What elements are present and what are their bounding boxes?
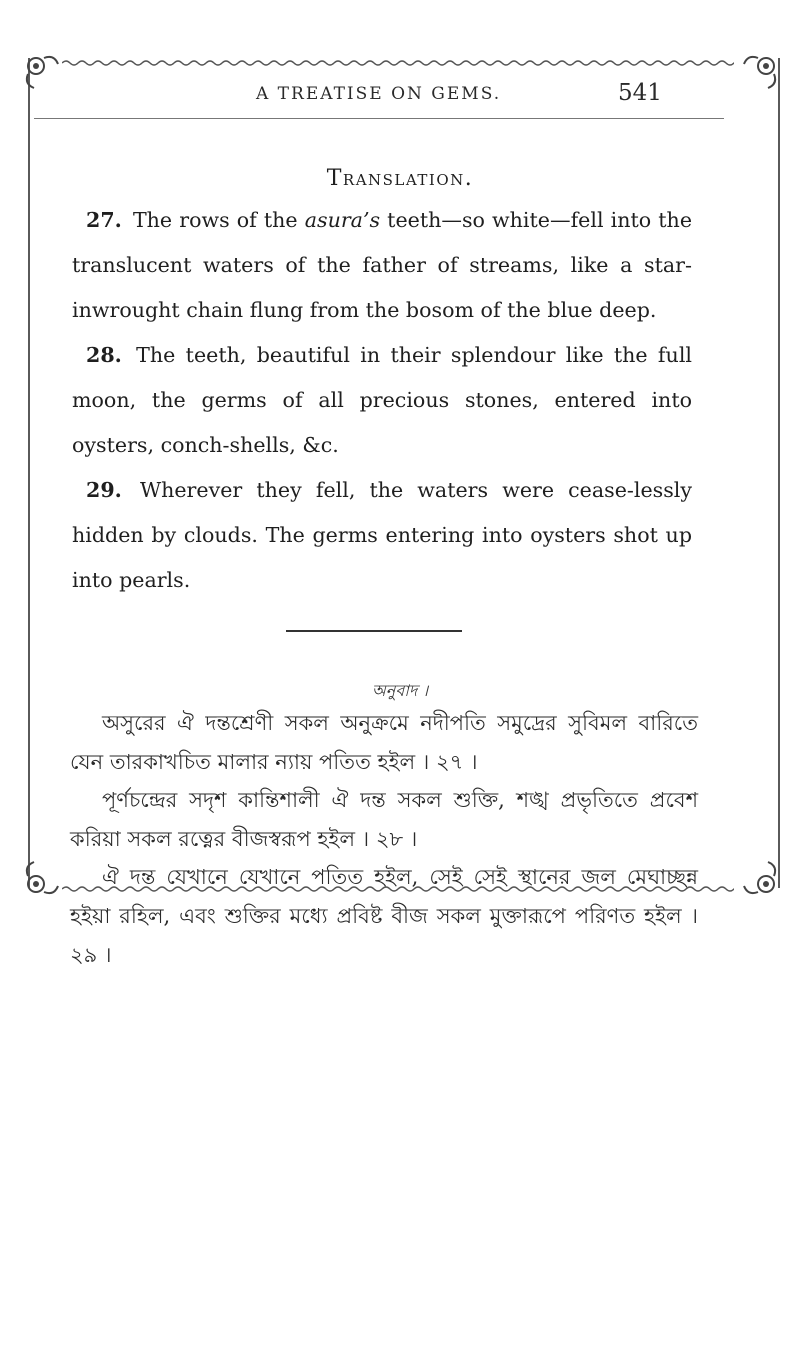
header-rule bbox=[34, 118, 724, 119]
paragraph-text: teeth—so white—fell into the translucent waters of the father of streams, like a star-inwrought chain flung from the bosom of the blue deep. bbox=[72, 208, 693, 322]
translation-body bbox=[72, 198, 692, 603]
paragraph-italic: asura’s bbox=[304, 208, 381, 232]
bengali-body bbox=[70, 704, 698, 974]
page-header bbox=[0, 80, 800, 114]
paragraph-text: The rows of the bbox=[132, 208, 305, 232]
paragraph-number: 29. bbox=[86, 478, 122, 502]
bengali-title: অনুবাদ । bbox=[371, 681, 429, 700]
section-divider bbox=[286, 630, 462, 632]
paragraph-27 bbox=[72, 198, 692, 333]
ornament-bottom-left-icon bbox=[22, 858, 62, 898]
paragraph-number: 28. bbox=[86, 343, 122, 367]
bengali-paragraph-27: অসুরের ঐ দন্তশ্রেণী সকল অনুক্রমে নদীপতি সমুদ্রের সুবিমল বারিতে যেন তারকাখচিত মালার ন্যায় পতিত হইল । ২৭ । bbox=[70, 711, 698, 774]
bengali-paragraph-29: ঐ দন্ত যেখানে যেখানে পতিত হইল, সেই সেই স্থানের জল মেঘাচ্ছন্ন হইয়া রহিল, এবং শুক্তির মধ্যে প্রবিষ্ট বীজ সকল মুক্তারূপে পরিণত হইল । ২৯ । bbox=[70, 865, 698, 967]
paragraph-text: Wherever they fell, the waters were cease-lessly hidden by clouds. The germs entering into oysters shot up into pearls. bbox=[72, 478, 692, 592]
paragraph-number: 27. bbox=[86, 208, 122, 232]
paragraph-28 bbox=[72, 333, 692, 468]
page-number: 541 bbox=[618, 80, 662, 106]
ornament-bottom-right-icon bbox=[740, 858, 780, 898]
top-wavy-rule bbox=[62, 58, 734, 68]
running-head: A TREATISE ON GEMS. bbox=[256, 84, 502, 104]
paragraph-text: The teeth, beautiful in their splendour like the full moon, the germs of all precious stones, entered into oysters, conch-shells, &c. bbox=[72, 343, 692, 457]
bengali-paragraph-28: পূর্ণচন্দ্রের সদৃশ কান্তিশালী ঐ দন্ত সকল শুক্তি, শঙ্খ প্রভৃতিতে প্রবেশ করিয়া সকল রত্নের বীজস্বরূপ হইল । ২৮ । bbox=[70, 788, 698, 851]
paragraph-29 bbox=[72, 468, 692, 603]
translation-title: Translation. bbox=[326, 166, 474, 191]
